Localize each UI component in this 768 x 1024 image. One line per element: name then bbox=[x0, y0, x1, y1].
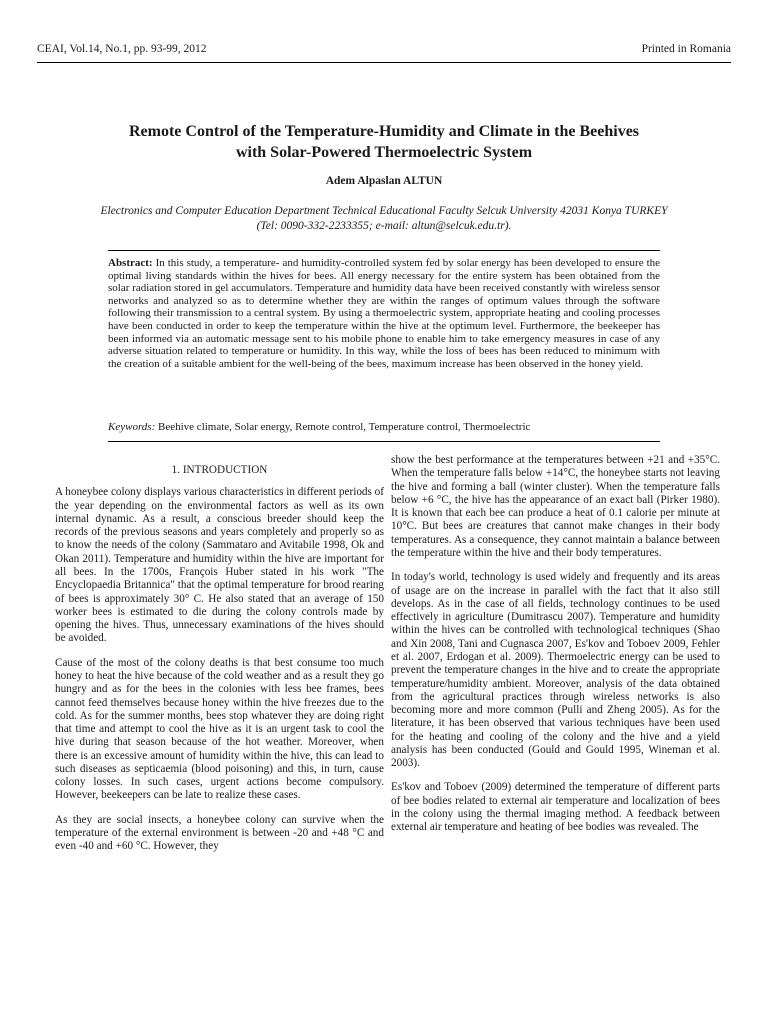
keywords bbox=[108, 421, 660, 434]
journal-citation: CEAI, Vol.14, No.1, pp. 93-99, 2012 bbox=[37, 43, 207, 55]
paragraph: In today's world, technology is used widely and frequently and its areas of usage are on the increase in parallel with the fact that it also still develops. As in the case of all fields, technology continues to be used effectively in agriculture (Dumitrascu 2007). Temperature and humidity within the hives can be controlled with technological techniques (Shao and Xin 2008, Tani and Cugnasca 2007, Es'kov and Toboev 2009, Fehler et al. 2007, Erdogan et al. 2009). Thermoelectric energy can be used to prevent the temperature changes in the hive and to create the appropriate temperature/humidity ambient. Moreover, analysis of the data obtained from the agricultural practices through wireless networks is also becoming more and more common (Pulli and Zheng 2005). As for the literature, it has been observed that various techniques have been used for the heating and cooling of the colony and the hive and a yield analysis has been conducted (Gould and Gould 1995, Wineman et al. 2003). bbox=[391, 571, 720, 770]
abstract bbox=[108, 257, 660, 370]
paper-title-line-2: with Solar-Powered Thermoelectric System bbox=[235, 144, 533, 161]
left-column bbox=[55, 460, 384, 865]
abstract-top-rule bbox=[108, 250, 660, 251]
running-header bbox=[37, 43, 731, 61]
keywords-text: Beehive climate, Solar energy, Remote control, Temperature control, Thermoelectric bbox=[158, 421, 531, 433]
right-column bbox=[391, 454, 720, 846]
section-heading-introduction: 1. INTRODUCTION bbox=[171, 464, 268, 476]
paragraph: show the best performance at the temperatures between +21 and +35°C. When the temperature falls below +14°C, the honeybee starts not leaving the hive and forming a ball (winter cluster). When the temperature falls below +6 °C, the hive has the appearance of an exact ball (Pirker 1980). It is known that each bee can produce a heat of 0.1 calorie per minute at 10°C. But bees are creatures that cannot make changes in their body temperatures. As a consequence, they cannot maintain a balance between the temperature within the hive and their body temperatures. bbox=[391, 454, 720, 559]
paragraph: Cause of the most of the colony deaths is that best consume too much honey to heat the hive because of the cold weather and as a result they go hungry and as for the bees in the colonies with less bee frames, bees cannot feed themselves because honey within the hive freezes due to the cold. As for the summer months, bees stop whatever they are doing right that time and attempt to cool the hive as it is an urgent task to cool the hive during that season because of the hot weather. Moreover, when there is an excessive amount of humidity within the hive, this can lead to such diseases as septicaemia (blood poisoning) and this, in turn, cause colony losses. In such cases, urgent actions become compulsory. However, beekeepers can be late to realize these cases. bbox=[55, 656, 384, 802]
abstract-label: Abstract: bbox=[108, 257, 153, 269]
abstract-bottom-rule bbox=[108, 441, 660, 442]
header-rule bbox=[37, 62, 731, 63]
printed-location: Printed in Romania bbox=[641, 43, 731, 55]
paragraph: A honeybee colony displays various characteristics in different periods of the year depending on the environmental factors as well as its own internal dynamic. As a result, a conscious breeder should keep the records of the previous seasons and years completely and properly so as to know the needs of the colony (Sammataro and Avitabile 1998, Ok and Okan 2011). Temperature and humidity within the hive are important for all bees. In the 1700s, François Huber stated in his work "The Encyclopaedia Britannica" that the optimal temperature for brood rearing of bees is approximately 30° C. He also stated that an average of 150 worker bees is estimated to die during the colony controls made by opening the hives. Thus, unnecessary examinations of the hives should be avoided. bbox=[55, 486, 384, 645]
affiliation-line-1: Electronics and Computer Education Department Technical Educational Faculty Selcuk University 42031 Konya TURKEY bbox=[100, 205, 668, 217]
abstract-text: In this study, a temperature- and humidity-controlled system fed by solar energy has been developed to ensure the optimal living standards within the hives for bees. All energy necessary for the entire system has been obtained from the solar radiation stored in gel accumulators. Temperature and humidity data have been received constantly with wireless sensor networks and analyzed so as to determine whether they are within the ranges of optimum values through the software following their transmission to a central system. By using a thermoelectric system, appropriate heating and cooling processes have been conducted in order to keep the temperature within the hive at the optimum level. Furthermore, the beekeeper has been informed via an automatic message sent to his mobile phone to enable him to take emergency measures in case of any adverse situation related to temperature or humidity. In this way, while the loss of bees has been reduced to minimum with the creation of a suitable ambient for the well-being of the bees, maximum increase has been observed in the honey yield. bbox=[108, 257, 661, 370]
paper-title-line-1: Remote Control of the Temperature-Humidity and Climate in the Beehives bbox=[128, 123, 640, 140]
paragraph: Es'kov and Toboev (2009) determined the temperature of different parts of bee bodies related to external air temperature and localization of bees in the colony using the thermal imaging method. A feedback between external air temperature and heating of bee bodies was revealed. The bbox=[391, 781, 720, 834]
paragraph: As they are social insects, a honeybee colony can survive when the temperature of the external environment is between -20 and +48 °C and even -40 and +60 °C. However, they bbox=[55, 813, 384, 853]
keywords-label: Keywords: bbox=[108, 421, 156, 433]
author-affiliation bbox=[50, 204, 718, 234]
paper-title bbox=[60, 121, 708, 163]
author-name: Adem Alpaslan ALTUN bbox=[325, 175, 443, 187]
affiliation-line-2: (Tel: 0090-332-2233355; e-mail: altun@selcuk.edu.tr). bbox=[256, 220, 512, 232]
